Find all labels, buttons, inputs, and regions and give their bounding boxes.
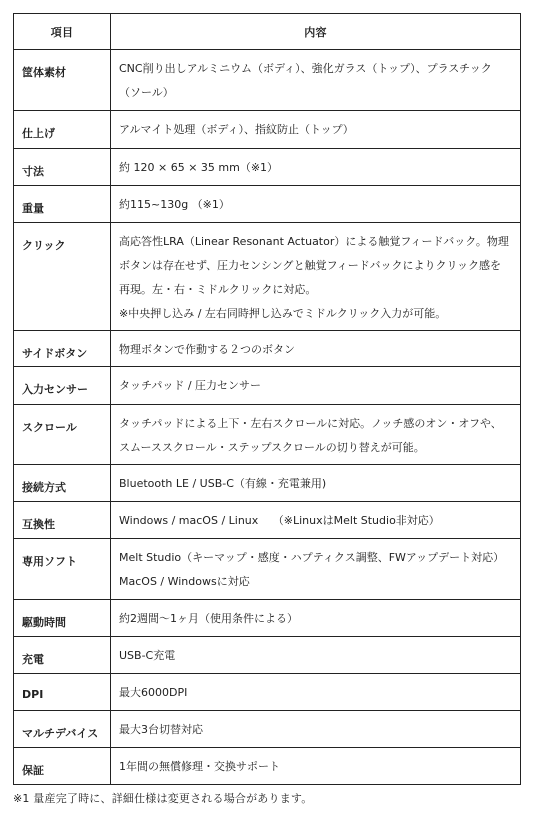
row-value: 最大6000DPI — [111, 674, 521, 711]
table-row — [14, 367, 521, 405]
row-key: 入力センサー — [14, 367, 111, 405]
footnote: ※1 量産完了時に、詳細仕様は変更される場合があります。 — [13, 792, 313, 805]
row-value-note: ※中央押し込み / 左右同時押し込みでミドルクリック入力が可能。 — [119, 307, 447, 320]
table-row — [14, 502, 521, 539]
row-value: 物理ボタンで作動する２つのボタン — [111, 331, 521, 367]
row-value-note: MacOS / Windowsに対応 — [119, 575, 250, 588]
table-row — [14, 748, 521, 785]
row-value: 約115~130g （※1） — [111, 186, 521, 223]
table-row — [14, 539, 521, 600]
row-value: CNC削り出しアルミニウム（ボディ）、強化ガラス（トップ）、プラスチック（ソール） — [111, 50, 521, 111]
row-key: 接続方式 — [14, 465, 111, 502]
row-value: タッチパッド / 圧力センサー — [111, 367, 521, 405]
table-row — [14, 186, 521, 223]
table-row — [14, 600, 521, 637]
table-row — [14, 405, 521, 465]
table-row — [14, 331, 521, 367]
spec-table — [13, 13, 521, 785]
row-value: Bluetooth LE / USB-C（有線・充電兼用) — [111, 465, 521, 502]
row-key: 保証 — [14, 748, 111, 785]
row-value — [111, 539, 521, 600]
table-row — [14, 223, 521, 331]
row-value: Windows / macOS / Linux （※LinuxはMelt Studio非対応） — [111, 502, 521, 539]
row-value: 最大3台切替対応 — [111, 711, 521, 748]
row-value-text: 高応答性LRA（Linear Resonant Actuator）による触覚フィードバック。物理ボタンは存在せず、圧力センシングと触覚フィードバックによりクリック感を再現。左・右・ミドルクリックに対応。 — [119, 235, 509, 296]
header-key: 項目 — [14, 14, 111, 50]
row-key: 仕上げ — [14, 111, 111, 149]
row-value: アルマイト処理（ボディ）、指紋防止（トップ） — [111, 111, 521, 149]
row-value — [111, 223, 521, 331]
table-row — [14, 50, 521, 111]
row-value: 1年間の無償修理・交換サポート — [111, 748, 521, 785]
row-key: サイドボタン — [14, 331, 111, 367]
table-row — [14, 149, 521, 186]
table-row — [14, 465, 521, 502]
table-row — [14, 111, 521, 149]
row-key: 寸法 — [14, 149, 111, 186]
row-key: DPI — [14, 674, 111, 711]
table-row — [14, 637, 521, 674]
row-key: 互換性 — [14, 502, 111, 539]
row-key: 駆動時間 — [14, 600, 111, 637]
row-key: マルチデバイス — [14, 711, 111, 748]
row-value: タッチパッドによる上下・左右スクロールに対応。ノッチ感のオン・オフや、スムーススクロール・ステップスクロールの切り替えが可能。 — [111, 405, 521, 465]
header-value: 内容 — [111, 14, 521, 50]
row-key: 充電 — [14, 637, 111, 674]
table-row — [14, 711, 521, 748]
row-value: 約2週間〜1ヶ月（使用条件による） — [111, 600, 521, 637]
row-key: 重量 — [14, 186, 111, 223]
row-key: 専用ソフト — [14, 539, 111, 600]
row-key: スクロール — [14, 405, 111, 465]
row-value: USB-C充電 — [111, 637, 521, 674]
table-row — [14, 674, 521, 711]
row-value: 約 120 × 65 × 35 mm（※1） — [111, 149, 521, 186]
row-value-text: Melt Studio（キーマップ・感度・ハプティクス調整、FWアップデート対応） — [119, 551, 505, 564]
row-key: 筐体素材 — [14, 50, 111, 111]
table-header-row — [14, 14, 521, 50]
row-key: クリック — [14, 223, 111, 331]
